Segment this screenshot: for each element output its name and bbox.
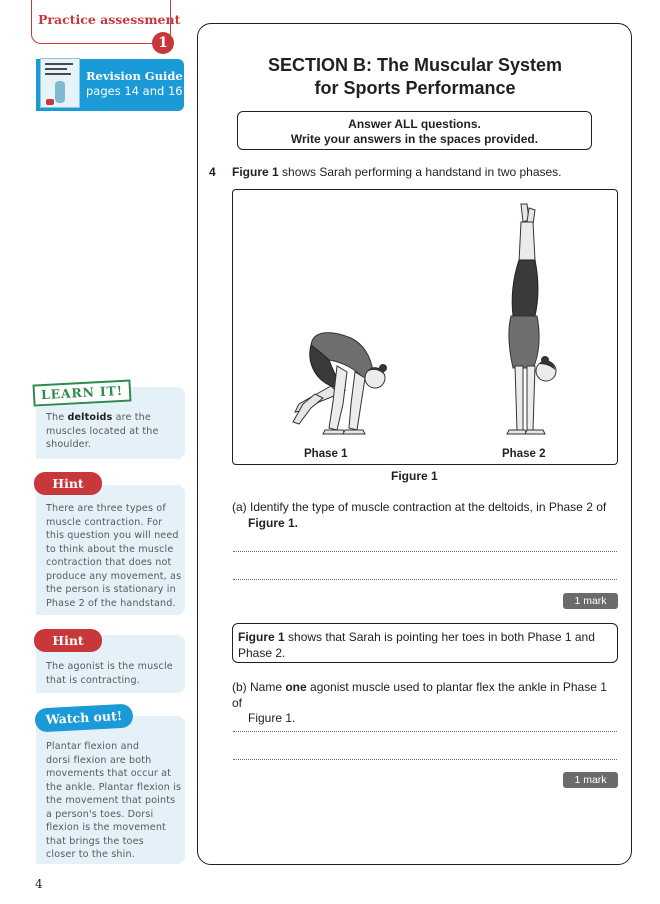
watch-out-line: closer to the shin. xyxy=(46,849,135,860)
handstand-illustration xyxy=(233,190,617,462)
watch-out-line: the ankle. Plantar flexion is xyxy=(46,781,182,793)
section-title xyxy=(200,54,630,100)
part-b-emphasis: one xyxy=(285,680,307,694)
instruction-line-2: Write your answers in the spaces provided. xyxy=(290,132,539,146)
info-text-rest: shows that Sarah is pointing her toes in both Phase 1 and xyxy=(284,630,595,644)
assessment-number-badge: 1 xyxy=(152,32,174,54)
part-b-line-2: Figure 1. xyxy=(248,711,296,725)
learn-it-line: shoulder. xyxy=(46,439,92,450)
mark-badge-a: 1 mark xyxy=(563,593,618,609)
hint-1-line: There are three types of xyxy=(46,503,166,514)
part-a-line-2: Figure 1. xyxy=(248,515,299,530)
hint-1-line: produce any movement, as xyxy=(46,570,182,582)
hint-2-line: The agonist is the muscle xyxy=(46,661,173,672)
phase-2-label: Phase 2 xyxy=(502,448,546,460)
instruction-line-1: Answer ALL questions. xyxy=(348,117,481,131)
phase-1-label: Phase 1 xyxy=(304,448,348,460)
answer-line-b2[interactable] xyxy=(233,759,617,760)
revision-guide-pages: pages 14 and 16 xyxy=(86,84,183,98)
mark-badge-b: 1 mark xyxy=(563,772,618,788)
watch-out-badge: Watch out! xyxy=(34,703,133,732)
watch-out-line: that brings the toes xyxy=(46,835,144,847)
learn-it-line: The deltoids are the xyxy=(46,412,151,423)
watch-out-line: Plantar flexion and xyxy=(46,741,140,752)
figure-caption: Figure 1 xyxy=(391,469,438,483)
revision-guide-title: Revision Guide xyxy=(86,69,183,83)
hint-badge-2: Hint xyxy=(34,629,102,652)
answer-line-b1[interactable] xyxy=(233,731,617,732)
hint-1-line: this question you will need xyxy=(46,530,179,541)
learn-it-line: muscles located at the xyxy=(46,425,159,437)
question-number: 4 xyxy=(209,165,216,179)
learn-it-text xyxy=(46,411,159,452)
hint-1-line: muscle contraction. For xyxy=(46,516,163,528)
watch-out-line: a person's toes. Dorsi xyxy=(46,808,154,820)
revision-guide-book-icon xyxy=(40,58,80,108)
part-b-question xyxy=(232,680,617,727)
info-figure-reference: Figure 1 xyxy=(238,630,285,644)
question-intro-text: shows Sarah performing a handstand in two phases. xyxy=(278,165,562,179)
hint-1-line: the person is stationary in xyxy=(46,584,176,595)
practice-assessment-label: Practice assessment xyxy=(38,12,181,27)
part-a-question xyxy=(232,500,617,531)
hint-2-text xyxy=(46,660,173,687)
part-b-rest: agonist muscle used to plantar flex the ankle in Phase 1 of xyxy=(232,680,607,710)
section-title-line-2: for Sports Performance xyxy=(314,78,516,98)
hint-1-line: Phase 2 of the handstand. xyxy=(46,597,176,609)
hint-badge-1: Hint xyxy=(34,472,102,495)
question-intro xyxy=(232,165,562,179)
phase-1-figure xyxy=(293,333,387,434)
part-a-line-1: (a) Identify the type of muscle contraction at the deltoids, in Phase 2 of xyxy=(232,500,607,514)
watch-out-line: dorsi flexion are both xyxy=(46,754,152,766)
watch-out-text xyxy=(46,740,181,862)
hint-1-line: contraction that does not xyxy=(46,557,172,568)
answer-line-a2[interactable] xyxy=(233,579,617,580)
info-text xyxy=(238,630,616,661)
hint-1-text xyxy=(46,502,181,610)
info-line-2: Phase 2. xyxy=(238,645,286,660)
watch-out-line: the movement that points xyxy=(46,795,176,806)
part-b-prefix: (b) Name xyxy=(232,680,286,694)
watch-out-line: movements that occur at xyxy=(46,768,172,779)
figure-reference: Figure 1 xyxy=(232,165,279,179)
phase-2-figure xyxy=(507,204,556,434)
hint-2-line: that is contracting. xyxy=(46,674,140,686)
hint-1-line: to think about the muscle xyxy=(46,543,174,555)
watch-out-line: flexion is the movement xyxy=(46,822,166,833)
section-title-line-1: SECTION B: The Muscular System xyxy=(267,55,563,75)
answer-line-a1[interactable] xyxy=(233,551,617,552)
learn-it-badge: LEARN IT! xyxy=(32,379,131,406)
page-number: 4 xyxy=(35,877,43,891)
